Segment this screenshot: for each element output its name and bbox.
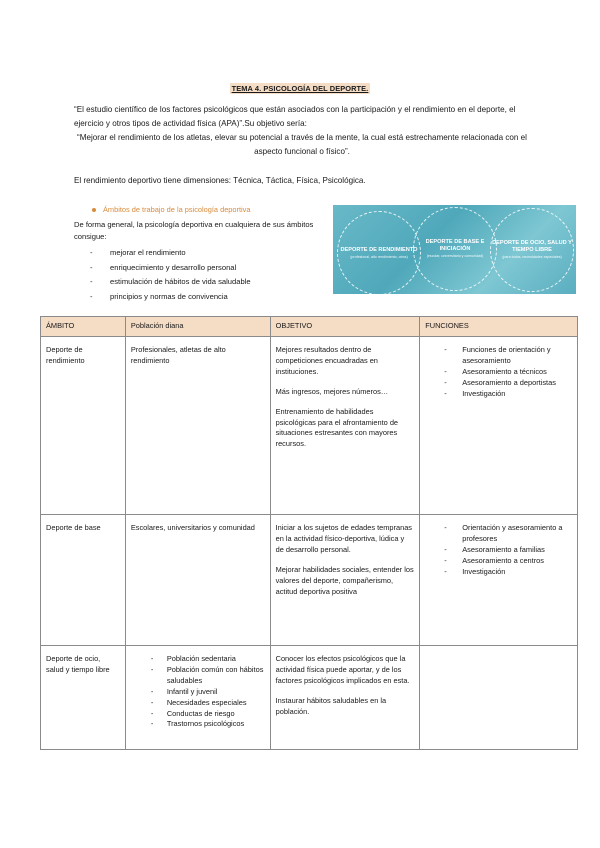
ambitos-text: De forma general, la psicología deportiva en cualquiera de sus ámbitos consigue: bbox=[74, 220, 314, 241]
cell-objetivo bbox=[270, 646, 420, 750]
ambitos-table bbox=[40, 316, 578, 750]
list-item: - Investigación bbox=[462, 389, 572, 400]
cell-objetivo bbox=[270, 337, 420, 515]
poblacion-list bbox=[131, 654, 265, 730]
list-item: - enriquecimiento y desarrollo personal bbox=[90, 261, 251, 276]
list-item: - mejorar el rendimiento bbox=[90, 246, 251, 261]
objetivo-text: Entrenamiento de habilidades psicológicas para el afrontamiento de situaciones estresantes con mayores recursos. bbox=[275, 406, 399, 449]
cell-objetivo bbox=[270, 515, 420, 646]
objetivo-text: Mejores resultados dentro de competiciones encuadradas en instituciones. bbox=[275, 345, 378, 376]
objetivo-text: Conocer los efectos psicológicos que la actividad física puede aportar, y de los factores psicológicos implicados en esta. bbox=[275, 654, 410, 685]
ambitos-list bbox=[90, 246, 251, 304]
cell-ambito: Deporte de base bbox=[41, 515, 126, 646]
sport-areas-banner bbox=[333, 205, 576, 294]
cell-ambito: Deporte de ocio, salud y tiempo libre bbox=[41, 646, 126, 750]
cell-poblacion bbox=[125, 646, 270, 750]
page-title bbox=[230, 83, 371, 94]
list-item: - estimulación de hábitos de vida saludable bbox=[90, 275, 251, 290]
header-funciones: FUNCIONES bbox=[420, 317, 578, 337]
cell-poblacion: Escolares, universitarios y comunidad bbox=[125, 515, 270, 646]
funciones-list bbox=[425, 523, 572, 578]
header-objetivo: OBJETIVO bbox=[270, 317, 420, 337]
list-item: - Asesoramiento a técnicos bbox=[462, 367, 572, 378]
objetivo-text: Iniciar a los sujetos de edades tempranas en la actividad físico-deportiva, lúdica y de desarrollo personal. bbox=[275, 523, 413, 554]
title-wrapper bbox=[0, 78, 600, 96]
circle-subtitle: (escolar, universitario y comunidad) bbox=[426, 254, 484, 259]
circle-base bbox=[413, 207, 497, 291]
objetivo-text: Mejorar habilidades sociales, entender los valores del deporte, compañerismo, actitud deportiva positiva bbox=[275, 564, 414, 596]
list-item: - Conductas de riesgo bbox=[167, 709, 265, 720]
list-item: - Trastornos psicológicos bbox=[167, 719, 265, 730]
cell-poblacion: Profesionales, atletas de alto rendimiento bbox=[125, 337, 270, 515]
list-item: - Población sedentaria bbox=[167, 654, 265, 665]
circle-ocio bbox=[490, 208, 574, 292]
list-item: - Funciones de orientación y asesoramiento bbox=[462, 345, 572, 367]
list-item: - Investigación bbox=[462, 567, 572, 578]
ambitos-heading-text: Ámbitos de trabajo de la psicología deportiva bbox=[103, 205, 251, 214]
list-item: - Necesidades especiales bbox=[167, 698, 265, 709]
list-item: - principios y normas de convivencia bbox=[90, 290, 251, 305]
funciones-list bbox=[425, 345, 572, 400]
circle-title: DEPORTE DE RENDIMIENTO bbox=[340, 246, 418, 253]
header-poblacion: Población diana bbox=[125, 317, 270, 337]
list-item: - Asesoramiento a familias bbox=[462, 545, 572, 556]
table-row bbox=[41, 515, 578, 646]
circle-title: DEPORTE DE BASE E INICIACIÓN bbox=[425, 239, 485, 253]
objetivo-text: Más ingresos, mejores números… bbox=[275, 386, 389, 396]
intro-paragraph: “El estudio científico de los factores psicológicos que están asociados con la participación y el rendimiento en el deporte, el ejercicio y otros tipos de actividad física (APA)”.Su objetivo sería: bbox=[74, 105, 516, 129]
table-row bbox=[41, 337, 578, 515]
cell-funciones bbox=[420, 515, 578, 646]
bullet-dot-icon bbox=[92, 208, 96, 212]
list-item: - Infantil y juvenil bbox=[167, 687, 265, 698]
header-ambito: ÁMBITO bbox=[41, 317, 126, 337]
list-item: - Asesoramiento a deportistas bbox=[462, 378, 572, 389]
table-row bbox=[41, 646, 578, 750]
cell-ambito: Deporte de rendimiento bbox=[41, 337, 126, 515]
page-title-text: TEMA 4. PSICOLOGÍA DEL DEPORTE. bbox=[231, 84, 369, 93]
circle-subtitle: (profesional, alto rendimiento, otros) bbox=[350, 254, 408, 259]
cell-funciones-empty bbox=[420, 646, 578, 750]
objetivo-text: Instaurar hábitos saludables en la población. bbox=[275, 695, 387, 716]
circle-subtitle: (para todos, necesidades especiales) bbox=[502, 255, 562, 260]
circle-title: DEPORTE DE OCIO, SALUD Y TIEMPO LIBRE bbox=[492, 240, 572, 254]
table-header-row bbox=[41, 317, 578, 337]
list-item: - Orientación y asesoramiento a profesores bbox=[462, 523, 572, 545]
ambitos-heading bbox=[92, 205, 251, 214]
circle-rendimiento bbox=[337, 211, 421, 294]
list-item: - Asesoramiento a centros bbox=[462, 556, 572, 567]
objective-quote: “Mejorar el rendimiento de los atletas, elevar su potencial a través de la mente, la cual está estrechamente relacionada con el aspecto funcional o físico”. bbox=[77, 133, 527, 157]
list-item: - Población común con hábitos saludables bbox=[167, 665, 265, 687]
cell-funciones bbox=[420, 337, 578, 515]
dimensions-paragraph: El rendimiento deportivo tiene dimensiones: Técnica, Táctica, Física, Psicológica. bbox=[74, 176, 366, 185]
